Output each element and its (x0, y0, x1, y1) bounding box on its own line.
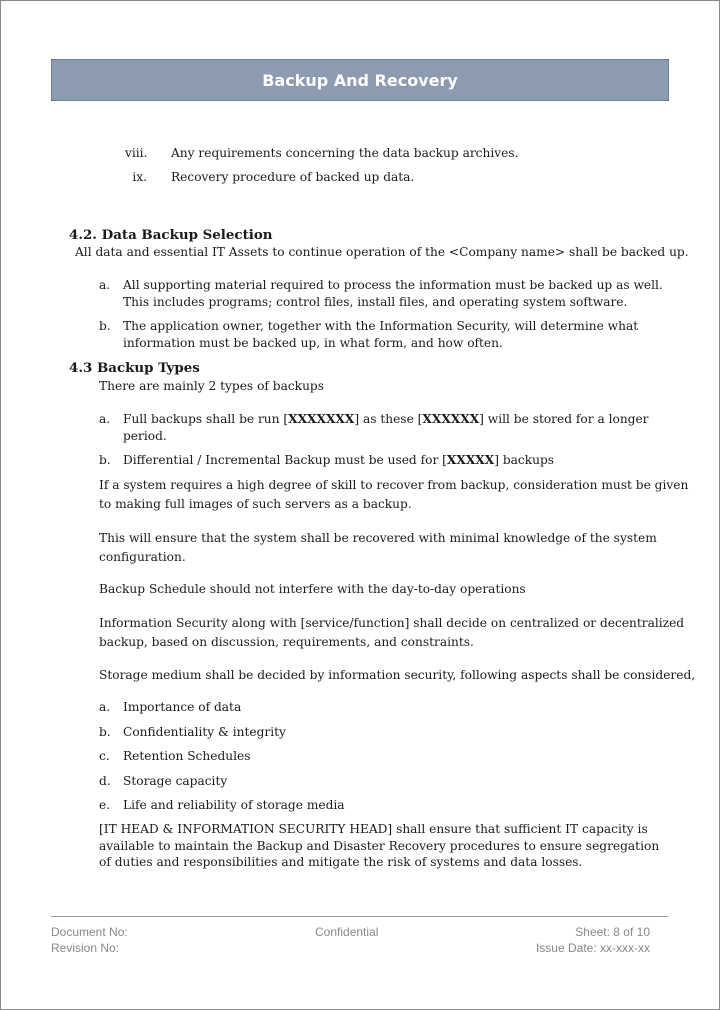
paragraph-line: backup, based on discussion, requirements, and constraints. (99, 635, 474, 649)
footer-confidential: Confidential (315, 925, 379, 939)
paragraph-line: This will ensure that the system shall be recovered with minimal knowledge of the system (99, 531, 657, 545)
paragraph-line: [IT HEAD & INFORMATION SECURITY HEAD] shall ensure that sufficient IT capacity is (99, 822, 648, 836)
list-item: Life and reliability of storage media (123, 798, 345, 812)
list-number: ix. (132, 170, 147, 184)
list-letter: a. (99, 278, 111, 292)
list-item-line: This includes programs; control files, install files, and operating system software. (123, 295, 628, 309)
list-letter: a. (99, 700, 111, 714)
section-intro: There are mainly 2 types of backups (99, 379, 324, 393)
page-title: Backup And Recovery (262, 70, 458, 90)
paragraph: Storage medium shall be decided by information security, following aspects shall be considered, (99, 668, 696, 682)
list-letter: a. (99, 412, 111, 426)
paragraph-line: If a system requires a high degree of skill to recover from backup, consideration must be given (99, 478, 689, 492)
list-letter: d. (99, 774, 111, 788)
footer-sheet: Sheet: 8 of 10 (575, 925, 650, 939)
paragraph-line: available to maintain the Backup and Disaster Recovery procedures to ensure segregation (99, 839, 660, 853)
list-item-line: Full backups shall be run [XXXXXXX] as these [XXXXXX] will be stored for a longer (123, 412, 649, 426)
list-letter: b. (99, 319, 111, 333)
list-letter: b. (99, 453, 111, 467)
paragraph-line: to making full images of such servers as a backup. (99, 497, 412, 511)
paragraph-line: of duties and responsibilities and mitigate the risk of systems and data losses. (99, 855, 583, 869)
page-title-banner (51, 59, 669, 101)
footer-divider (51, 916, 668, 917)
list-item: Importance of data (123, 700, 242, 714)
section-intro: All data and essential IT Assets to continue operation of the <Company name> shall be backed up. (75, 245, 689, 259)
list-item-line: All supporting material required to process the information must be backed up as well. (123, 278, 663, 292)
list-number: viii. (125, 146, 148, 160)
paragraph-line: configuration. (99, 550, 186, 564)
list-item: Retention Schedules (123, 749, 251, 763)
footer-revision-no: Revision No: (51, 941, 120, 955)
list-item: Recovery procedure of backed up data. (171, 170, 415, 184)
list-item-line: period. (123, 429, 167, 443)
list-item: Any requirements concerning the data backup archives. (171, 146, 519, 160)
list-item: Storage capacity (123, 774, 228, 788)
list-item-line: Differential / Incremental Backup must be used for [XXXXX] backups (123, 453, 555, 467)
list-item-line: The application owner, together with the Information Security, will determine what (123, 319, 639, 333)
footer-document-no: Document No: (51, 925, 128, 939)
section-heading: 4.3 Backup Types (69, 360, 200, 376)
list-letter: c. (99, 749, 110, 763)
section-heading: 4.2. Data Backup Selection (69, 227, 273, 243)
list-item-line: information must be backed up, in what form, and how often. (123, 336, 503, 350)
list-letter: b. (99, 725, 111, 739)
list-letter: e. (99, 798, 111, 812)
paragraph: Backup Schedule should not interfere with the day-to-day operations (99, 582, 526, 596)
footer-issue-date: Issue Date: xx-xxx-xx (535, 941, 650, 955)
paragraph-line: Information Security along with [service/function] shall decide on centralized or decentralized (99, 616, 685, 630)
list-item: Confidentiality & integrity (123, 725, 286, 739)
